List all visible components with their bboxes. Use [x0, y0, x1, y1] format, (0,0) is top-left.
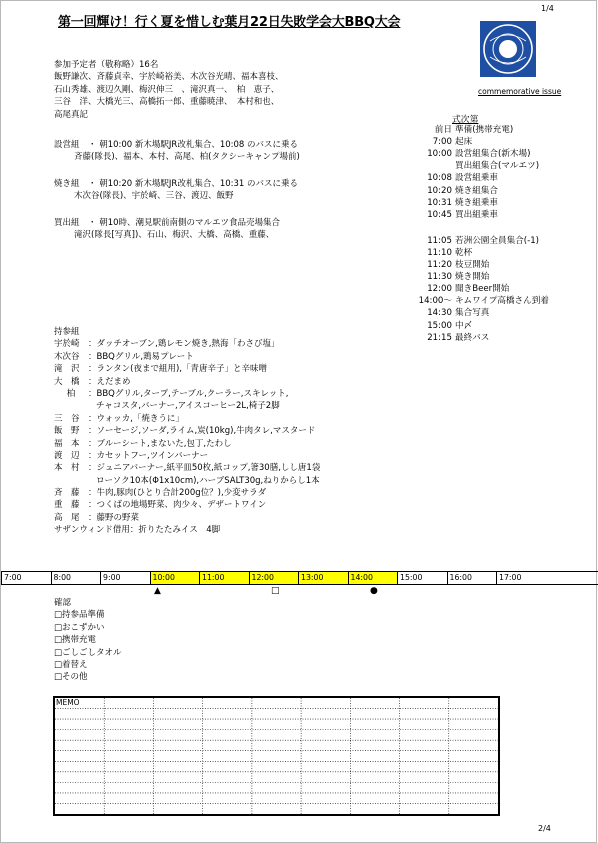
belongings-footer: サザンウィンド借用：折りたたみイス 4脚 — [54, 525, 221, 536]
schedule-label: 買出組乗車 — [455, 209, 498, 220]
participants-line: 三谷 洋、大橋光三、高橋拓一郎、重藤暁津、 本村和也、 — [54, 97, 280, 108]
belonging-items: ローソク10本(Φ1x10cm),ハーブSALT30g,ねりからし1本 — [96, 475, 320, 486]
belonging-row — [54, 388, 320, 400]
checklist-section — [54, 597, 122, 684]
schedule-time: 11:30 — [427, 272, 452, 283]
memo-grid — [55, 698, 498, 814]
belonging-person: 木次谷 — [54, 351, 80, 362]
group-grill-line1: 焼き組 ・ 朝10:20 新木場駅JR改札集合、10:31 のバスに乗る — [54, 179, 299, 189]
group-grill — [54, 178, 298, 203]
checklist-item[interactable]: □持参品準備 — [54, 610, 105, 621]
belonging-items: ：ランタン(夜まで組用),「青唐辛子」と辛味噌 — [88, 364, 267, 375]
belongings-section — [54, 326, 320, 537]
schedule-label: 枝豆開始 — [455, 260, 490, 270]
timeline-hour: 14:00 — [348, 572, 398, 584]
page-number-bottom: 2/4 — [538, 824, 551, 833]
schedule-label: 集合写真 — [455, 308, 490, 319]
schedule-time: 21:15 — [427, 332, 452, 343]
participants-line: 飯野謙次、斉藤貞幸、宇於崎裕美、木次谷光晴、福本喜枝、 — [54, 72, 284, 83]
schedule-label: 焼き開始 — [455, 272, 490, 283]
schedule-label: 設営組乗車 — [455, 173, 498, 184]
group-grill-members: 木次谷(隊長)、宇於崎、三谷、渡辺、飯野 — [74, 191, 234, 202]
schedule-label: 聞きBeer開始 — [455, 284, 510, 295]
group-setup-members: 斉藤(隊長)、福本、本村、高尾、柏(タクシーキャンプ場前) — [74, 152, 300, 163]
schedule-time: 14:00～ — [418, 296, 452, 307]
belonging-row — [54, 462, 320, 474]
schedule-label: 買出組集合(マルエツ) — [455, 161, 540, 172]
schedule-time: 10:20 — [427, 185, 452, 196]
schedule-time: 10:08 — [427, 173, 452, 184]
belonging-row — [54, 438, 320, 450]
belonging-items: チャコスタ,バーナー,アイスコーヒー2L,椅子2脚 — [96, 401, 280, 412]
belonging-person: 大 橋 — [54, 376, 80, 387]
schedule-time: 10:45 — [427, 209, 452, 220]
timeline-hour: 13:00 — [298, 572, 348, 584]
belonging-row — [54, 499, 320, 511]
schedule-time: 前日 — [434, 125, 452, 135]
belonging-row — [54, 376, 320, 388]
schedule-heading: 式次第 — [452, 115, 479, 125]
belonging-row — [54, 450, 320, 462]
participants-section — [54, 59, 284, 121]
belonging-items: ：ソーセージ,ソーダ,ライム,炭(10kg),牛肉タレ,マスタード — [88, 426, 316, 437]
schedule-time: 7:00 — [432, 137, 452, 148]
belongings-heading: 持参組 — [54, 327, 80, 337]
belonging-row — [54, 512, 320, 524]
badge-label: commemorative issue — [478, 87, 562, 96]
timeline-hour: 15:00 — [397, 572, 447, 584]
triangle-marker-icon: ▲ — [154, 586, 161, 596]
belonging-person: 重 藤 — [54, 500, 80, 511]
timeline-hour: 10:00 — [150, 572, 200, 584]
belonging-items: ：ウォッカ,「焼きうに」 — [88, 413, 184, 424]
participants-line: 高尾真記 — [54, 109, 89, 120]
belonging-items: ：ダッチオーブン,鶏レモン焼き,熱海「わさび塩」 — [88, 339, 280, 350]
schedule-time: 10:31 — [427, 197, 452, 208]
schedule-time: 11:20 — [427, 260, 452, 270]
schedule-label: キムワイプ高橋さん到着 — [455, 296, 549, 307]
timeline-hour: 16:00 — [447, 572, 497, 584]
belonging-person: 宇於崎 — [54, 339, 80, 350]
belonging-items: ：カセットフー,ツインバーナー — [88, 450, 209, 461]
belonging-items: ：BBQグリル,タープ,テーブル,クーラー,スキレット, — [88, 388, 289, 399]
checklist-item[interactable]: □携帯充電 — [54, 635, 97, 646]
belonging-items: ：ブルーシート,まないた,包丁,たわし — [88, 438, 232, 449]
schedule-label: 乾杯 — [455, 247, 473, 258]
checklist-item[interactable]: □着替え — [54, 659, 88, 670]
checklist-item[interactable]: □ごしごしタオル — [54, 647, 122, 658]
belonging-items: ：牛肉,豚肉(ひとり合計200g位？),少変サラダ — [88, 488, 267, 499]
schedule-list — [418, 124, 598, 374]
belonging-items: ：ジュニアバーナー,紙平皿50枚,紙コップ,箸30膳,しし唐1袋 — [88, 463, 321, 474]
memo-label: MEMO — [56, 698, 80, 707]
timeline-hour: 9:00 — [100, 572, 150, 584]
belonging-person: 三 谷 — [54, 413, 80, 424]
belonging-person: 福 本 — [54, 438, 80, 449]
commemorative-seal — [480, 21, 536, 77]
belonging-items: ：BBQグリル,鶏易プレート — [88, 351, 194, 362]
checklist-item[interactable]: □おこずかい — [54, 622, 105, 633]
timeline-hour: 12:00 — [249, 572, 299, 584]
belonging-person: 滝 沢 — [54, 364, 80, 375]
schedule-label: 中〆 — [455, 320, 473, 331]
schedule-label: 焼き組乗車 — [455, 197, 498, 208]
schedule-time: 11:10 — [427, 247, 452, 258]
group-setup-line1: 設営組 ・ 朝10:00 新木場駅JR改札集合、10:08 のバスに乗る — [54, 140, 299, 150]
timeline-bar — [1, 571, 598, 585]
group-shopping — [54, 217, 280, 242]
participants-heading: 参加予定者（敬称略）16名 — [54, 60, 159, 70]
belonging-row — [54, 487, 320, 499]
belonging-person: 高 尾 — [54, 512, 80, 523]
memo-box[interactable] — [53, 696, 500, 816]
schedule-label: 焼き組集合 — [455, 185, 498, 196]
participants-line: 石山秀雄、渡辺久剛、梅沢伸三 、滝沢真一、 柏 恵子、 — [54, 84, 280, 95]
page-number-top: 1/4 — [541, 4, 554, 13]
belonging-row — [54, 351, 320, 363]
schedule-time: 10:00 — [427, 149, 452, 160]
schedule-time: 14:30 — [427, 308, 452, 319]
schedule-label: 準備(携帯充電) — [455, 125, 514, 135]
page-title: 第一回輝け！行く夏を惜しむ葉月22日失敗学会大BBQ大会 — [58, 15, 401, 30]
circle-marker-icon: ● — [370, 586, 378, 596]
belonging-person: 柏 — [66, 388, 76, 399]
schedule-time: 11:05 — [427, 235, 452, 246]
timeline-hour: 11:00 — [199, 572, 249, 584]
group-setup — [54, 139, 300, 164]
belonging-row — [54, 475, 320, 487]
belonging-person: 本 村 — [54, 463, 80, 474]
belonging-person: 飯 野 — [54, 426, 80, 437]
timeline-hour: 8:00 — [51, 572, 101, 584]
schedule-time: 12:00 — [427, 284, 452, 295]
schedule-label: 最終バス — [455, 332, 490, 343]
belonging-row — [54, 400, 320, 412]
timeline-hour: 17:00 — [496, 572, 546, 584]
schedule-time: 15:00 — [427, 320, 452, 331]
belonging-row — [54, 413, 320, 425]
belonging-person: 斉 藤 — [54, 488, 80, 499]
belonging-row — [54, 363, 320, 375]
belonging-row — [54, 425, 320, 437]
belonging-items: ：藤野の野菜 — [88, 512, 140, 523]
schedule-label: 起床 — [455, 137, 473, 148]
schedule-label: 若洲公園全員集合(-1) — [455, 235, 540, 246]
checklist-heading: 確認 — [54, 598, 72, 608]
belonging-items: ：つくばの地場野菜、肉少々、デザートワイン — [88, 500, 267, 511]
belonging-row — [54, 338, 320, 350]
schedule-label: 設営組集合(新木場) — [455, 149, 531, 160]
checklist-item[interactable]: □その他 — [54, 672, 88, 683]
belonging-items: ：えだまめ — [88, 376, 131, 387]
group-shopping-line1: 買出組 ・ 朝10時、潮見駅前南側のマルエツ食品売場集合 — [54, 218, 281, 228]
timeline-hour: 7:00 — [1, 572, 51, 584]
square-marker-icon: □ — [271, 586, 280, 596]
group-shopping-members: 滝沢(隊長[写真])、石山、梅沢、大橋、高橋、重藤、 — [74, 230, 275, 241]
belonging-person: 渡 辺 — [54, 450, 80, 461]
